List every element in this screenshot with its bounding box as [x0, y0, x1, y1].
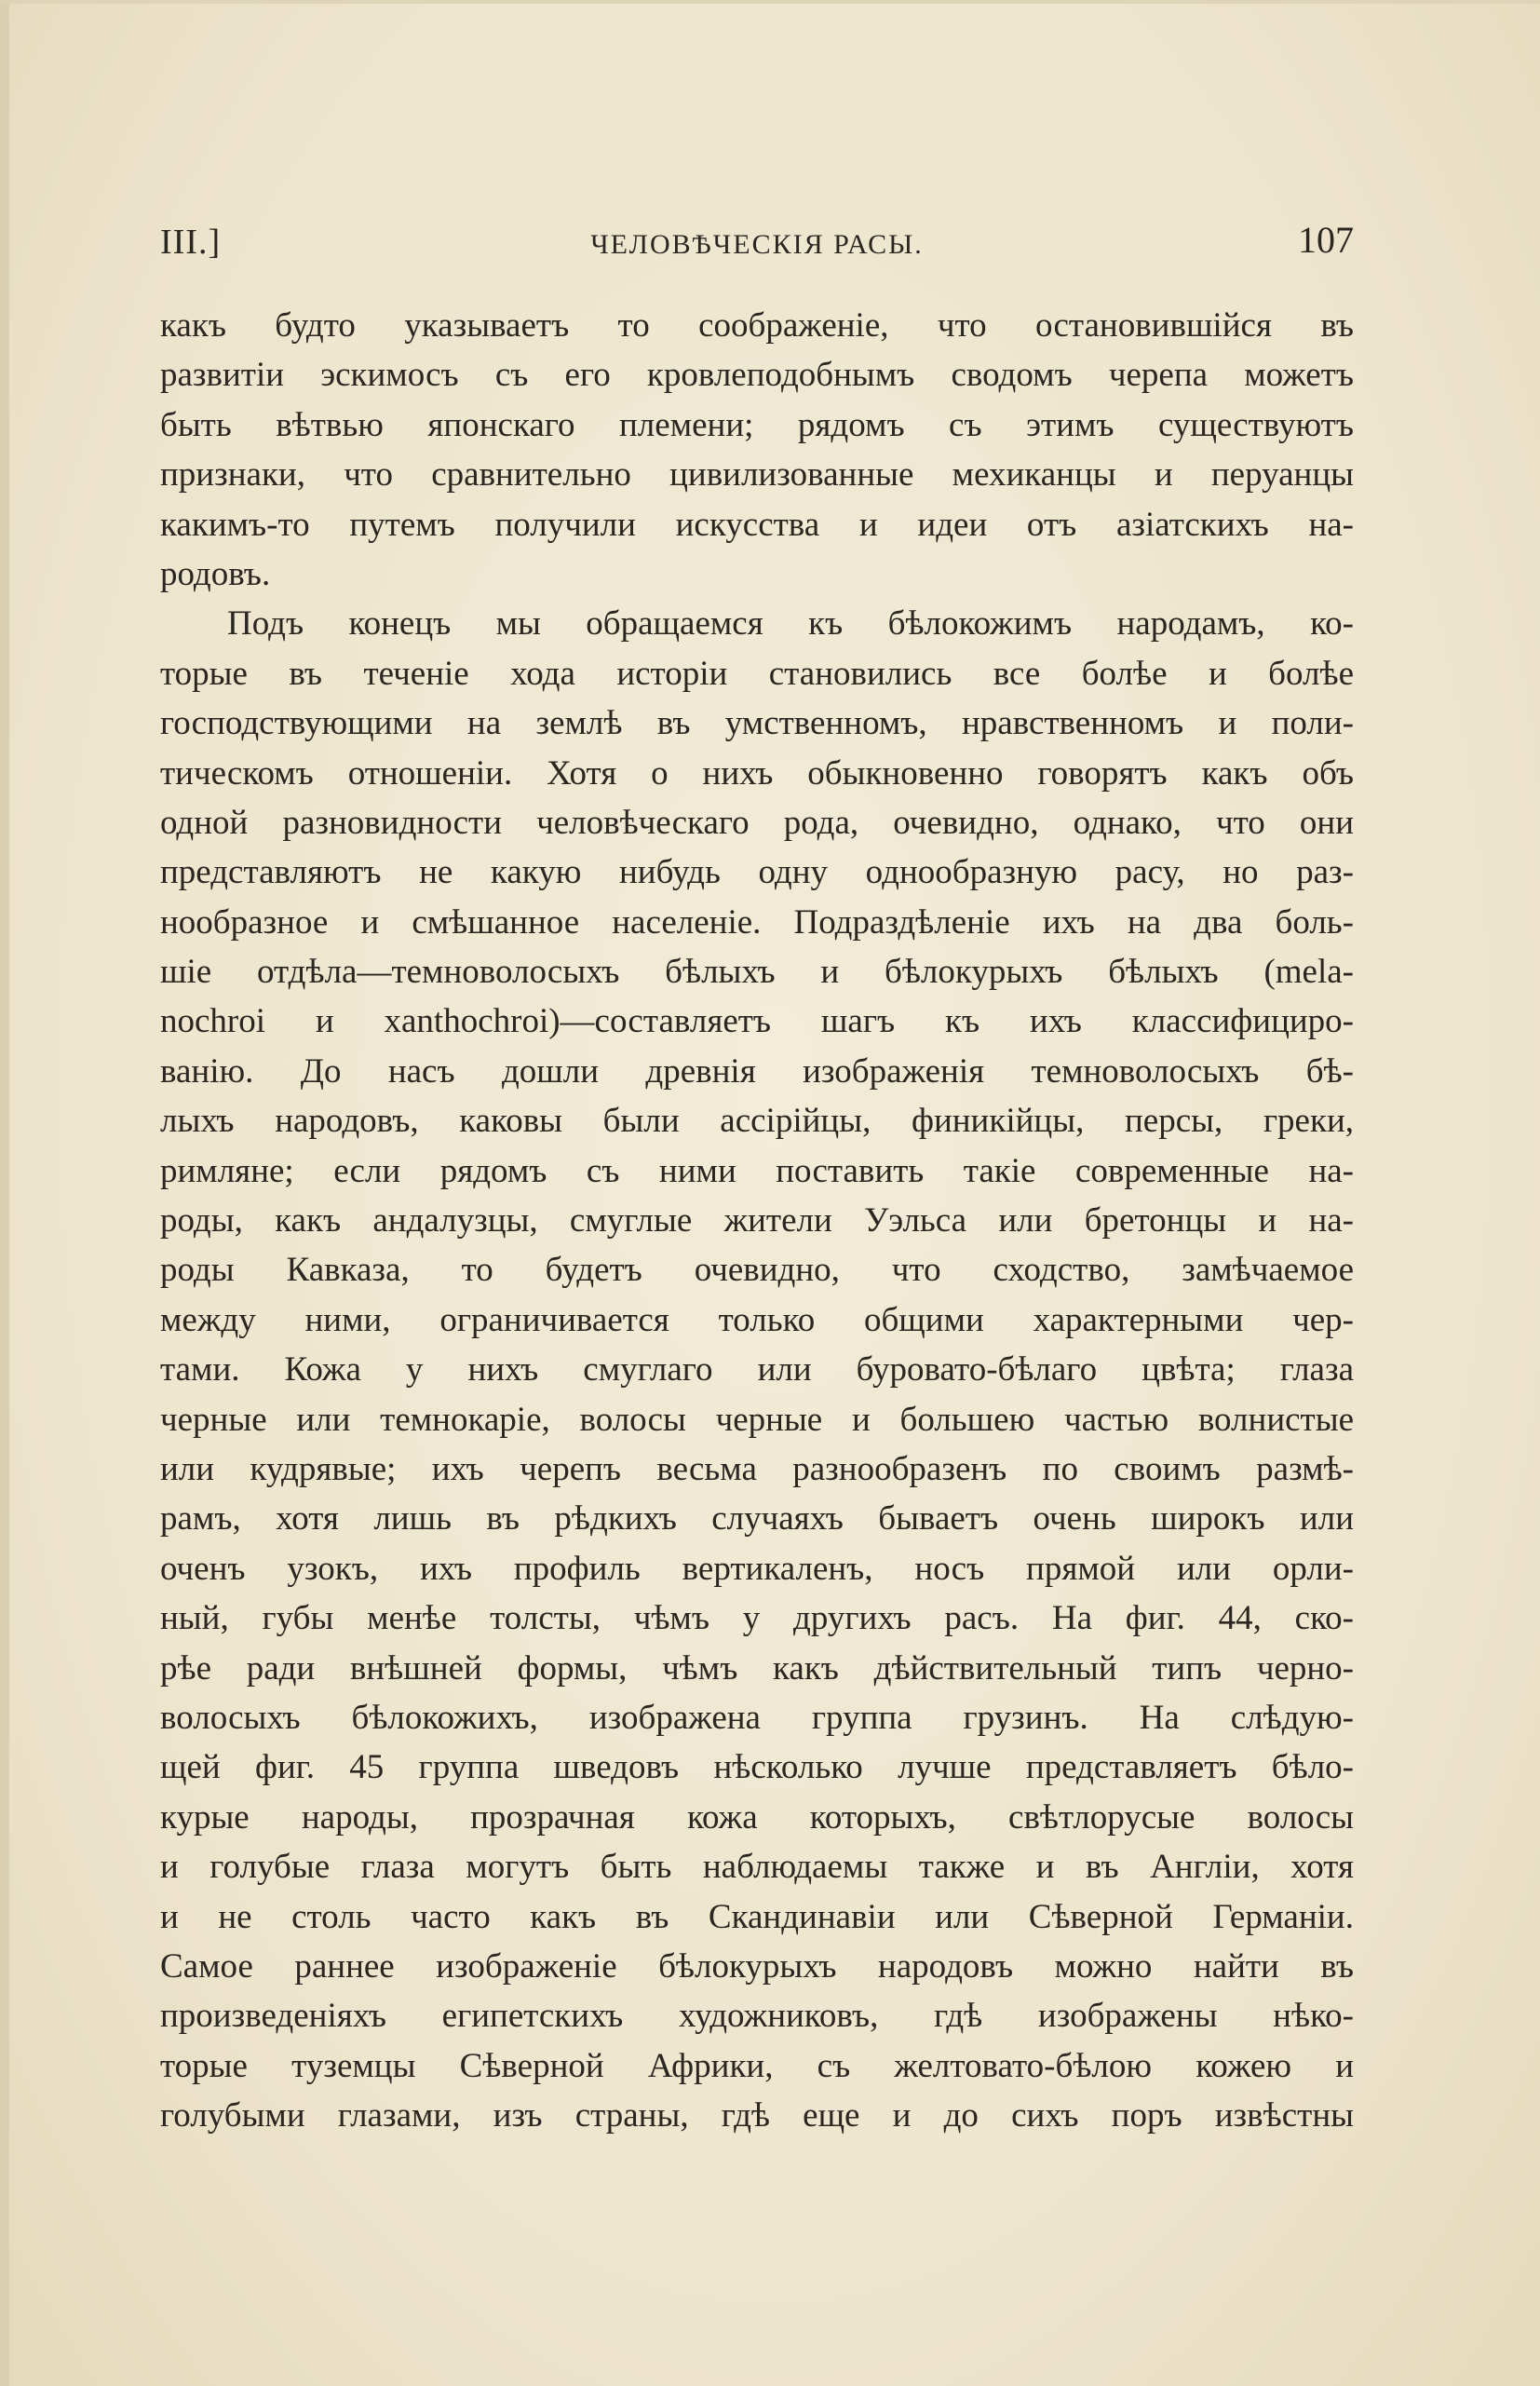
text-line: господствующими на землѣ въ умственномъ, нравственномъ и поли- [160, 704, 1354, 743]
text-line: черные или темнокаріе, волосы черные и большею частью волнистые [160, 1400, 1354, 1439]
text-line: торые въ теченіе хода исторіи становились все болѣе и болѣе [160, 654, 1354, 693]
text-line: римляне; если рядомъ съ ними поставить такіе современные на- [160, 1151, 1354, 1190]
text-line: лыхъ народовъ, каковы были ассірійцы, финикійцы, персы, греки, [160, 1102, 1354, 1141]
text-line: голубыми глазами, изъ страны, гдѣ еще и до сихъ поръ извѣстны [160, 2096, 1354, 2135]
text-line: роды Кавказа, то будетъ очевидно, что сходство, замѣчаемое [160, 1251, 1354, 1290]
text-line: торые туземцы Сѣверной Африки, съ желтовато-бѣлою кожею и [160, 2046, 1354, 2085]
text-line: и не столь часто какъ въ Скандинавіи или Сѣверной Германіи. [160, 1897, 1354, 1936]
text-line: родовъ. [160, 554, 271, 593]
chapter-number: III.] [160, 223, 222, 262]
text-line: шіе отдѣла—темноволосыхъ бѣлыхъ и бѣлокурыхъ бѣлыхъ (mela- [160, 953, 1354, 992]
text-line: или кудрявые; ихъ черепъ весьма разнообразенъ по своимъ размѣ- [160, 1449, 1354, 1488]
text-line: волосыхъ бѣлокожихъ, изображена группа грузинъ. На слѣдую- [160, 1698, 1354, 1737]
body-text [160, 301, 1354, 2140]
text-line: произведеніяхъ египетскихъ художниковъ, гдѣ изображены нѣко- [160, 1997, 1354, 2036]
text-line: тами. Кожа у нихъ смуглаго или буровато-бѣлаго цвѣта; глаза [160, 1350, 1354, 1390]
text-line: рамъ, хотя лишь въ рѣдкихъ случаяхъ бываетъ очень широкъ или [160, 1499, 1354, 1539]
text-line: рѣе ради внѣшней формы, чѣмъ какъ дѣйствительный типъ черно- [160, 1648, 1354, 1688]
text-line: нообразное и смѣшанное населеніе. Подраздѣленіе ихъ на два боль- [160, 902, 1354, 942]
text-line: одной разновидности человѣческаго рода, очевидно, однако, что они [160, 803, 1354, 842]
text-line: какимъ-то путемъ получили искусства и идеи отъ азіатскихъ на- [160, 505, 1354, 544]
text-line: и голубые глаза могутъ быть наблюдаемы также и въ Англіи, хотя [160, 1848, 1354, 1887]
text-line: развитіи эскимосъ съ его кровлеподобнымъ сводомъ черепа можетъ [160, 356, 1354, 395]
running-title: ЧЕЛОВѢЧЕСКІЯ РАСЫ. [590, 229, 924, 260]
text-line: представляютъ не какую нибудь одну однообразную расу, но раз- [160, 853, 1354, 892]
text-line: признаки, что сравнительно цивилизованные мехиканцы и перуанцы [160, 455, 1354, 495]
text-line: ный, губы менѣе толсты, чѣмъ у другихъ расъ. На фиг. 44, ско- [160, 1599, 1354, 1638]
text-line: между ними, ограничивается только общими характерными чер- [160, 1300, 1354, 1339]
text-line: щей фиг. 45 группа шведовъ нѣсколько лучше представляетъ бѣло- [160, 1748, 1354, 1787]
text-line: курые народы, прозрачная кожа которыхъ, свѣтлорусые волосы [160, 1797, 1354, 1837]
text-line: быть вѣтвью японскаго племени; рядомъ съ этимъ существуютъ [160, 405, 1354, 444]
text-line: ванію. До насъ дошли древнія изображенія темноволосыхъ бѣ- [160, 1051, 1354, 1091]
text-line: nochroi и xanthochroi)—составляетъ шагъ къ ихъ классифициро- [160, 1002, 1354, 1041]
running-header [160, 216, 1354, 272]
text-line: какъ будто указываетъ то соображеніе, что остановившійся въ [160, 306, 1354, 345]
text-line: Самое раннее изображеніе бѣлокурыхъ народовъ можно найти въ [160, 1946, 1354, 1986]
text-line: тическомъ отношеніи. Хотя о нихъ обыкновенно говорятъ какъ объ [160, 753, 1354, 793]
page-number: 107 [1298, 219, 1354, 261]
text-line: Подъ конецъ мы обращаемся къ бѣлокожимъ народамъ, ко- [227, 604, 1354, 644]
text-line: оченъ узокъ, ихъ профиль вертикаленъ, носъ прямой или орли- [160, 1549, 1354, 1588]
text-line: роды, какъ андалузцы, смуглые жители Уэльса или бретонцы и на- [160, 1201, 1354, 1240]
